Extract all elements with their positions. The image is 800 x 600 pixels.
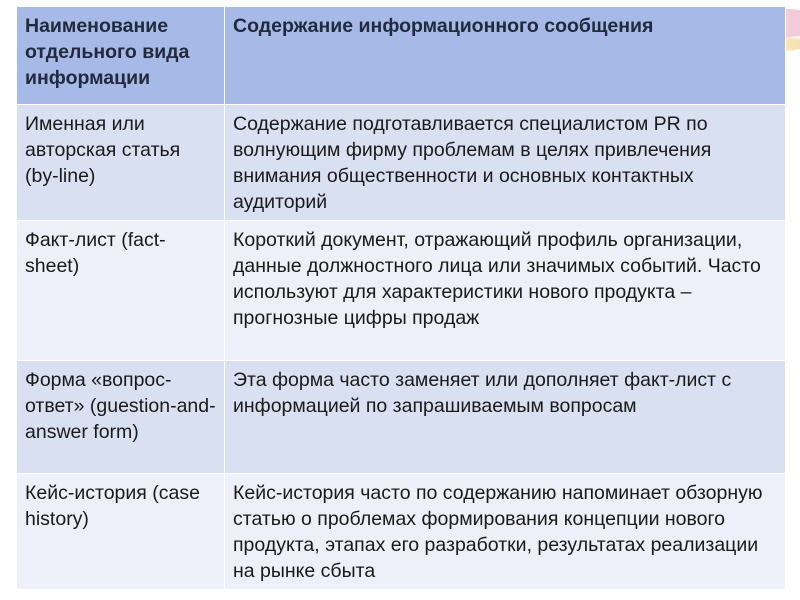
row-type-name: Кейс-история (case history) [17, 474, 225, 590]
table-row [17, 474, 786, 590]
table-header-row [17, 7, 786, 105]
row-type-content: Кейс-история часто по содержанию напоминает обзорную статью о проблемах формирования концепции нового продукта, этапах его разработки, результатах реализации на рынке сбыта [225, 474, 786, 590]
information-types-table [16, 6, 786, 590]
row-type-content: Содержание подготавливается специалистом PR по волнующим фирму проблемам в целях привлечения внимания общественности и основных контактных аудиторий [225, 105, 786, 221]
table-row [17, 105, 786, 221]
row-type-content: Эта форма часто заменяет или дополняет факт-лист с информацией по запрашиваемым вопросам [225, 361, 786, 474]
row-type-name: Факт-лист (fact-sheet) [17, 221, 225, 361]
header-content-column: Содержание информационного сообщения [225, 7, 786, 105]
row-type-name: Именная или авторская статья (by-line) [17, 105, 225, 221]
table-row [17, 221, 786, 361]
row-type-content: Короткий документ, отражающий профиль организации, данные должностного лица или значимых событий. Часто используют для характеристики нового продукта – прогнозные цифры продаж [225, 221, 786, 361]
row-type-name: Форма «вопрос-ответ» (guestion-and-answer form) [17, 361, 225, 474]
table-row [17, 361, 786, 474]
header-name-column: Наименование отдельного вида информации [17, 7, 225, 105]
